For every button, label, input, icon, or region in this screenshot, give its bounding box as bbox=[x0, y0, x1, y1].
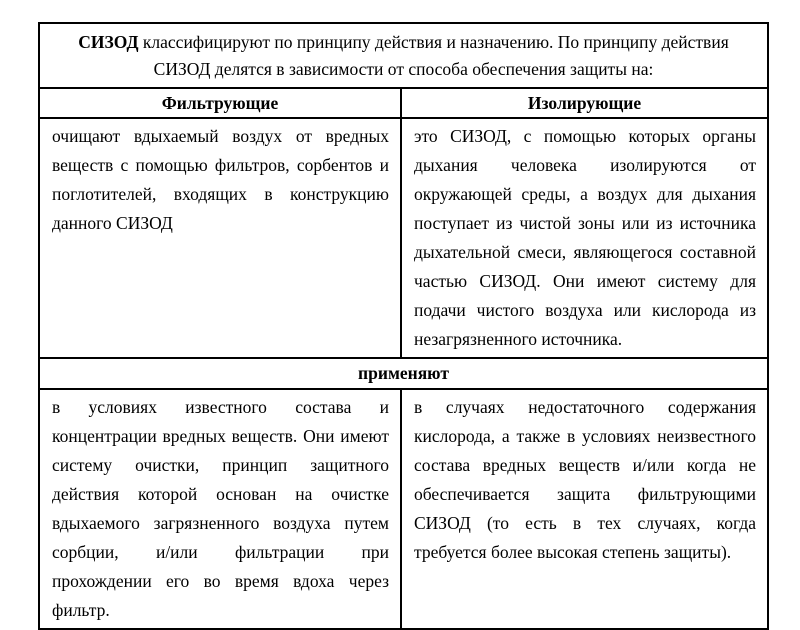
caption-term: СИЗОД bbox=[78, 32, 139, 52]
apply-label: применяют bbox=[39, 358, 768, 389]
sizod-classification-table bbox=[38, 22, 769, 630]
description-row bbox=[39, 118, 768, 358]
cell-isolating-description: это СИЗОД, с помощью которых органы дыхания человека изолируются от окружающей среды, а воздух для дыхания поступает из чистой зоны или из источника дыхательной смеси, являющегося составной частью СИЗОД. Они имеют систему для подачи чистого воздуха или кислорода из незагрязненного источника. bbox=[401, 118, 768, 358]
caption-row bbox=[39, 23, 768, 88]
apply-row bbox=[39, 358, 768, 389]
column-header-row bbox=[39, 88, 768, 118]
application-row bbox=[39, 389, 768, 629]
table-caption bbox=[39, 23, 768, 88]
sizod-table-container bbox=[38, 22, 769, 630]
cell-isolating-application: в случаях недостаточного содержания кислорода, а также в условиях неизвестного состава вредных веществ и/или когда не обеспечивается защита фильтрующими СИЗОД (то есть в тех случаях, когда требуется более высокая степень защиты). bbox=[401, 389, 768, 629]
caption-text: классифицируют по принципу действия и назначению. По принципу действия СИЗОД делятся в зависимости от способа обеспечения защиты на: bbox=[138, 32, 729, 79]
column-header-isolating: Изолирующие bbox=[401, 88, 768, 118]
column-header-filtering: Фильтрующие bbox=[39, 88, 401, 118]
cell-filtering-description: очищают вдыхаемый воздух от вредных веществ с помощью фильтров, сорбентов и поглотителей, входящих в конструкцию данного СИЗОД bbox=[39, 118, 401, 358]
cell-filtering-application: в условиях известного состава и концентрации вредных веществ. Они имеют систему очистки, принцип защитного действия которой основан на очистке вдыхаемого загрязненного воздуха путем сорбции, и/или фильтрации при прохождении его во время вдоха через фильтр. bbox=[39, 389, 401, 629]
